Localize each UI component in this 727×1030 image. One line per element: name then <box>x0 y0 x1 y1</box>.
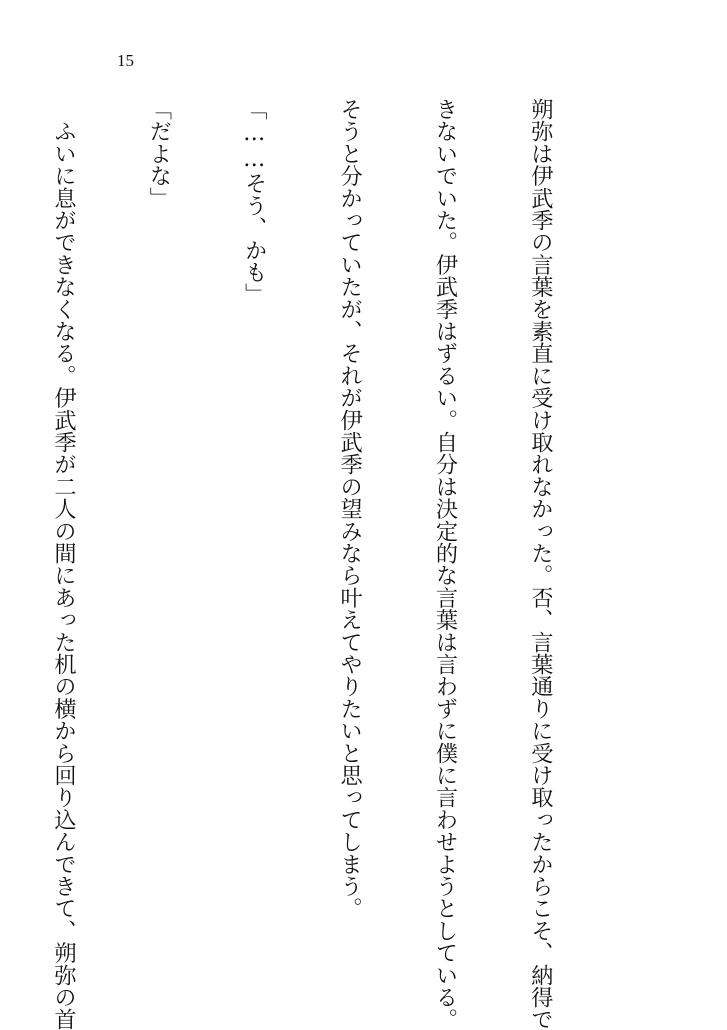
text-line: そうと分かっていたが、それが伊武季の望みなら叶えてやりたいと思ってしまう。 <box>336 98 363 920</box>
text-line: 朔弥は伊武季の言葉を素直に受け取れなかった。否、言葉通りに受け取ったからこそ、納得で <box>527 98 554 1030</box>
page-number: 15 <box>117 51 134 70</box>
text-line: 「だよな」 <box>145 98 172 209</box>
text-line: ふいに息ができなくなる。伊武季が二人の間にあった机の横から回り込んできて、朔弥の首 <box>50 98 77 1030</box>
text-line: 「……そう、かも」 <box>241 98 268 306</box>
vertical-text-body <box>0 98 619 1030</box>
text-line: きないでいた。伊武季はずるい。自分は決定的な言葉は言わずに僕に言わせようとしている。 <box>432 98 459 1030</box>
